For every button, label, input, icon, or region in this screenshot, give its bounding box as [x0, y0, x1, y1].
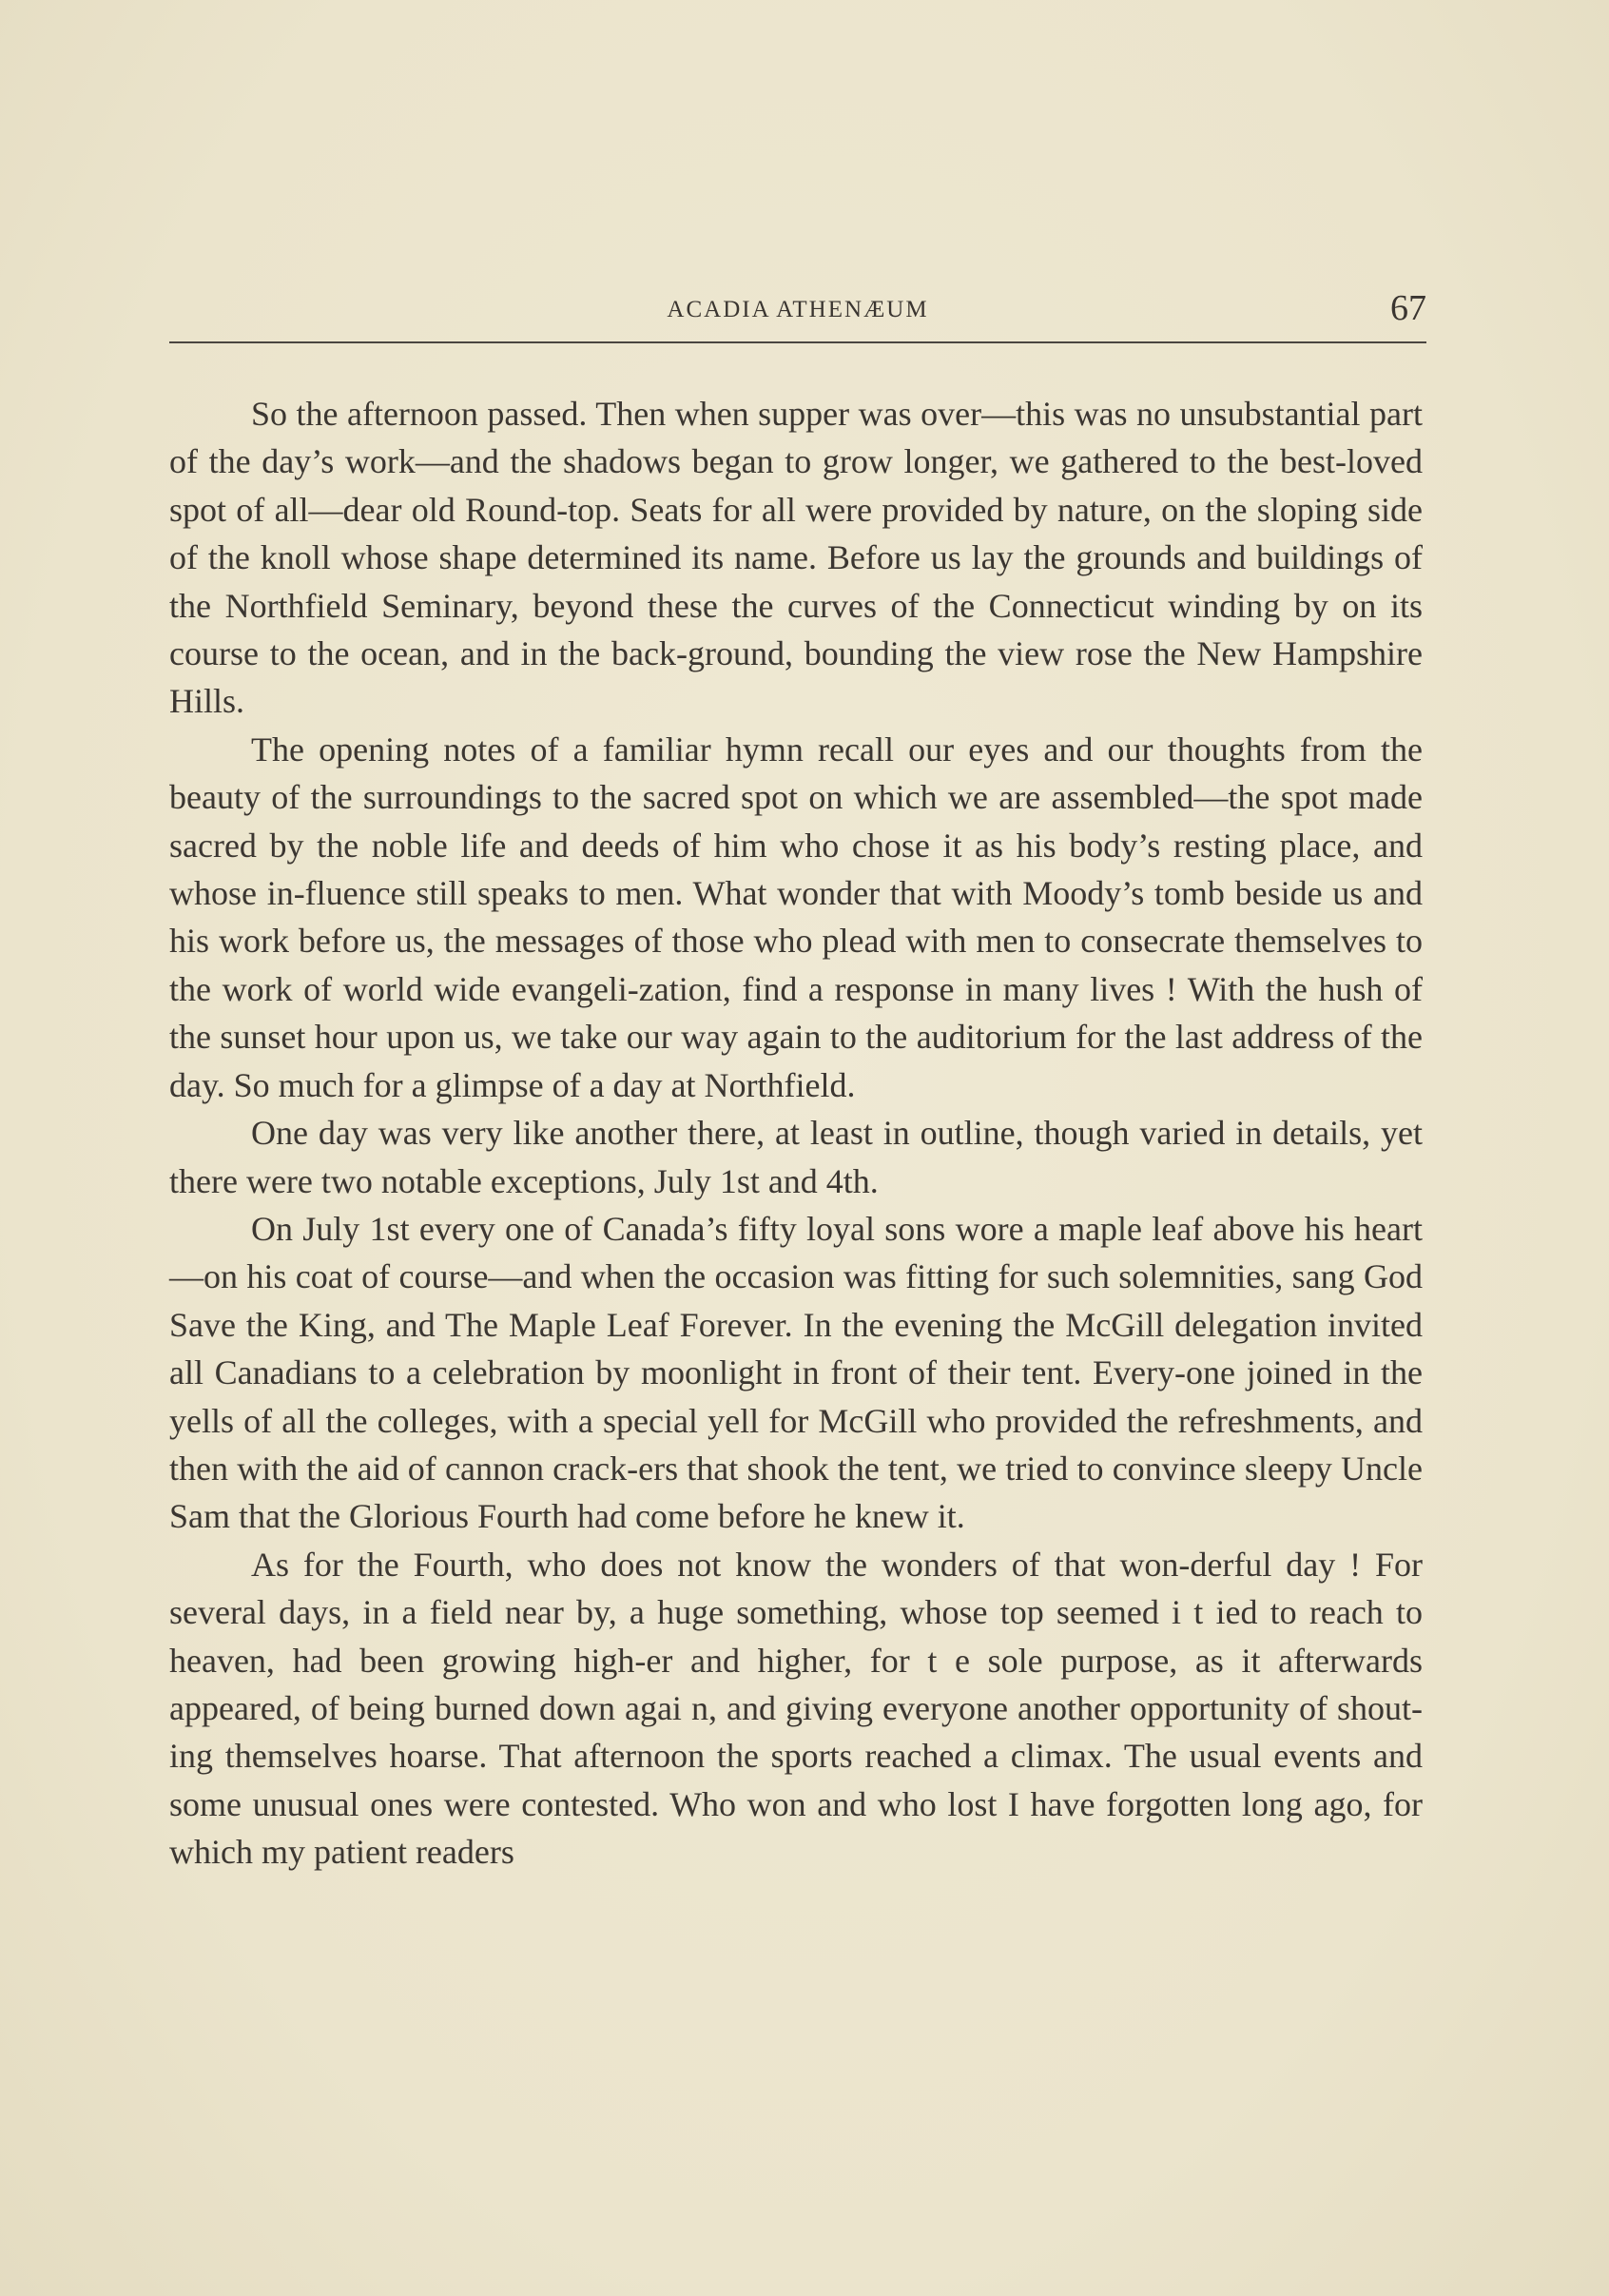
page-number: 67 [1390, 288, 1426, 328]
paragraph: The opening notes of a familiar hymn recall our eyes and our thoughts from the beauty of the surroundings to the sacred spot on which we are assembled—the spot made sacred by the noble life and deeds of him who chose it as his body’s resting place, and whose in-fluence still speaks to men. What wonder that with Moody’s tomb beside us and his work before us, the messages of those who plead with men to consecrate themselves to the work of world wide evangeli-zation, find a response in many lives ! With the hush of the sunset hour upon us, we take our way again to the auditorium for the last address of the day. So much for a glimpse of a day at Northfield. [169, 730, 1423, 1104]
running-title: ACADIA ATHENÆUM [667, 297, 929, 322]
page-header [169, 285, 1426, 342]
header-rule [169, 341, 1426, 343]
paragraph: One day was very like another there, at least in outline, though varied in details, yet there were two notable exceptions, July 1st and 4th. [169, 1114, 1423, 1200]
body-text [169, 390, 1423, 1877]
paragraph: So the afternoon passed. Then when supper was over—this was no unsubstantial part of the day’s work—and the shadows began to grow longer, we gathered to the best-loved spot of all—dear old Round-top. Seats for all were provided by nature, on the sloping side of the knoll whose shape determined its name. Before us lay the grounds and buildings of the Northfield Seminary, beyond these the curves of the Connecticut winding by on its course to the ocean, and in the back-ground, bounding the view rose the New Hampshire Hills. [169, 395, 1423, 721]
paragraph: On July 1st every one of Canada’s fifty loyal sons wore a maple leaf above his heart—on his coat of course—and when the occasion was fitting for such solemnities, sang God Save the King, and The Maple Leaf Forever. In the evening the McGill delegation invited all Canadians to a celebration by moonlight in front of their tent. Every-one joined in the yells of all the colleges, with a special yell for McGill who provided the refreshments, and then with the aid of cannon crack-ers that shook the tent, we tried to convince sleepy Uncle Sam that the Glorious Fourth had come before he knew it. [169, 1209, 1423, 1536]
paragraph: As for the Fourth, who does not know the wonders of that won-derful day ! For several days, in a field near by, a huge something, whose top seemed i t ied to reach to heaven, had been growing high-er and higher, for t e sole purpose, as it afterwards appeared, of being burned down agai n, and giving everyone another opportunity of shout-ing themselves hoarse. That afternoon the sports reached a climax. The usual events and some unusual ones were contested. Who won and who lost I have forgotten long ago, for which my patient readers [169, 1545, 1423, 1872]
